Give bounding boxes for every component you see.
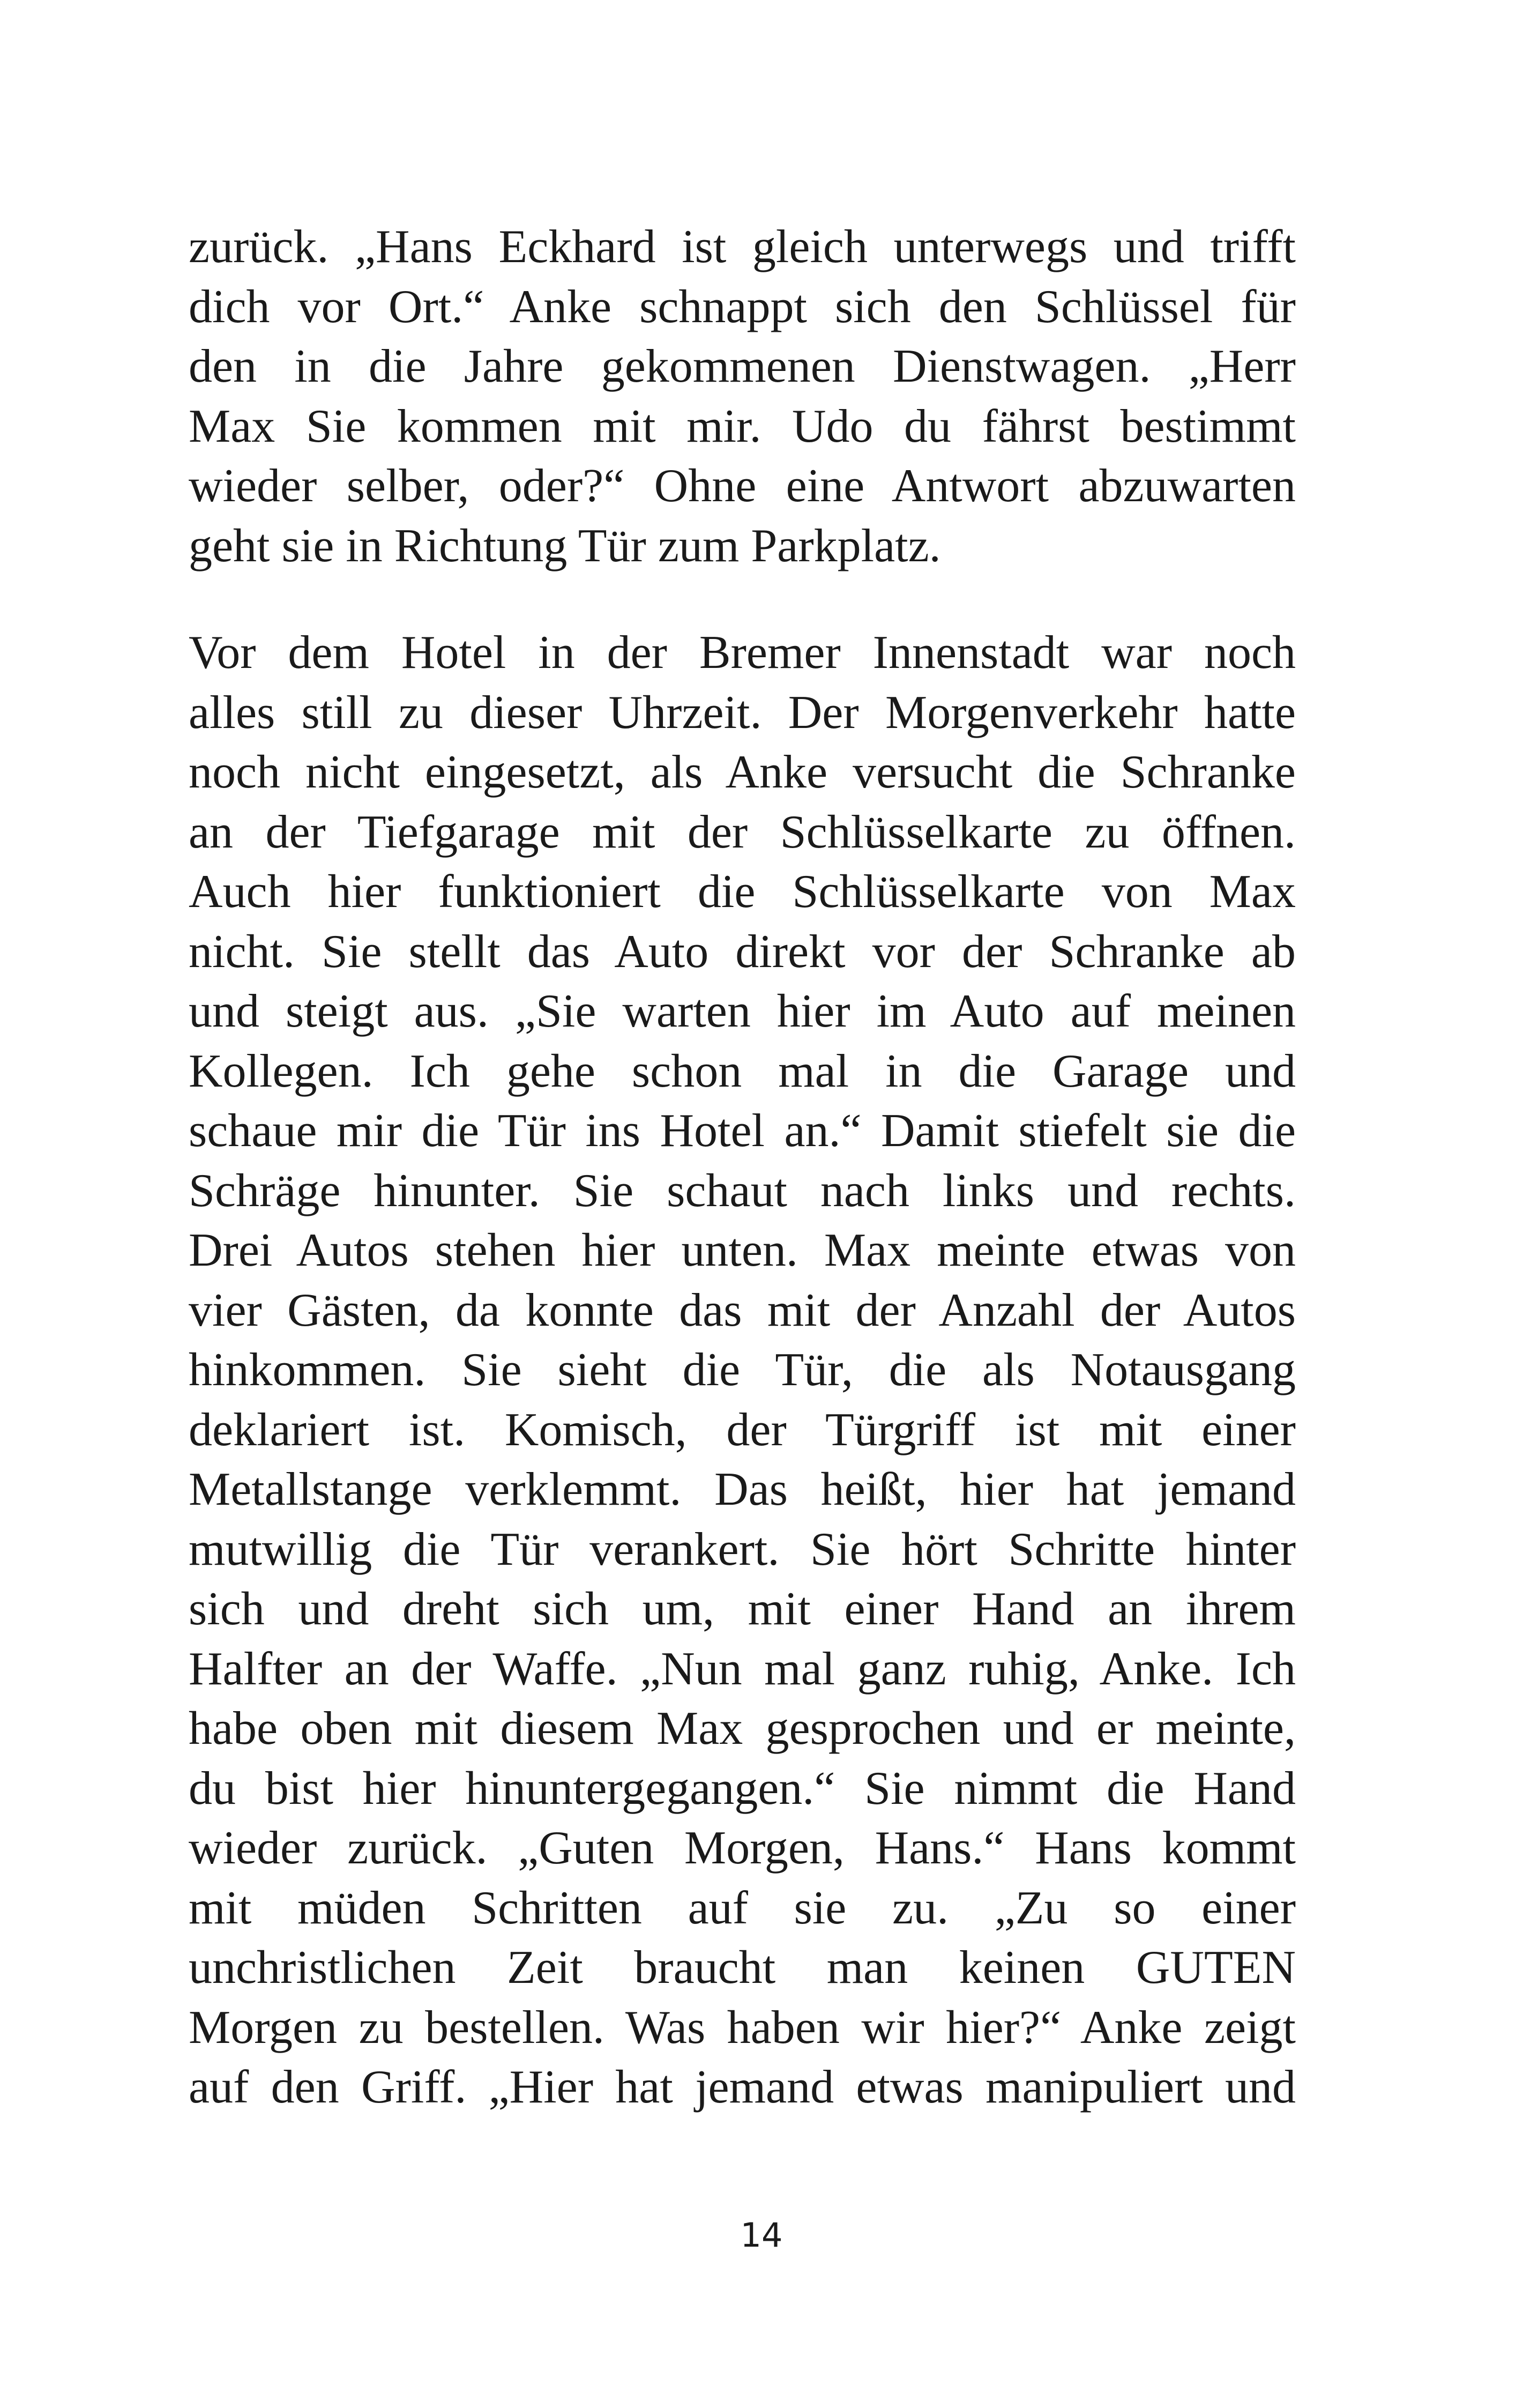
text-line: und steigt aus. „Sie warten hier im Auto auf meinen: [189, 985, 1296, 1037]
text-line: du bist hier hinuntergegangen.“ Sie nimmt die Hand: [189, 1762, 1296, 1815]
text-line: Morgen zu bestellen. Was haben wir hier?“ Anke zeigt: [189, 2001, 1296, 2054]
text-line: Metallstange verklemmt. Das heißt, hier hat jemand: [189, 1463, 1296, 1515]
text-line: deklariert ist. Komisch, der Türgriff ist mit einer: [189, 1403, 1296, 1456]
text-line: wieder zurück. „Guten Morgen, Hans.“ Hans kommt: [189, 1822, 1296, 1874]
text-line: mutwillig die Tür verankert. Sie hört Schritte hinter: [189, 1523, 1296, 1575]
text-line: alles still zu dieser Uhrzeit. Der Morgenverkehr hatte: [189, 686, 1296, 739]
text-line: dich vor Ort.“ Anke schnappt sich den Schlüssel für: [189, 280, 1296, 333]
text-line: Kollegen. Ich gehe schon mal in die Garage und: [189, 1045, 1296, 1097]
text-line: Max Sie kommen mit mir. Udo du fährst bestimmt: [189, 400, 1296, 452]
text-line: vier Gästen, da konnte das mit der Anzahl der Autos: [189, 1284, 1296, 1336]
text-line: an der Tiefgarage mit der Schlüsselkarte zu öffnen.: [189, 806, 1296, 858]
paragraph: [189, 623, 1296, 2117]
text-line: Auch hier funktioniert die Schlüsselkarte von Max: [189, 866, 1296, 918]
text-line: habe oben mit diesem Max gesprochen und er meinte,: [189, 1703, 1296, 1755]
text-line: sich und dreht sich um, mit einer Hand an ihrem: [189, 1583, 1296, 1635]
text-line: noch nicht eingesetzt, als Anke versucht die Schranke: [189, 746, 1296, 798]
text-line: zurück. „Hans Eckhard ist gleich unterwegs und trifft: [189, 221, 1296, 273]
text-line: den in die Jahre gekommenen Dienstwagen. „Herr: [189, 340, 1296, 392]
text-line: schaue mir die Tür ins Hotel an.“ Damit stiefelt sie die: [189, 1105, 1296, 1157]
page-number: 14: [740, 2216, 783, 2255]
text-line: geht sie in Richtung Tür zum Parkplatz.: [189, 519, 941, 572]
text-line: auf den Griff. „Hier hat jemand etwas manipuliert und: [189, 2061, 1296, 2113]
text-line: wieder selber, oder?“ Ohne eine Antwort abzuwarten: [189, 460, 1296, 512]
text-line: unchristlichen Zeit braucht man keinen GUTEN: [189, 1942, 1296, 1994]
text-line: mit müden Schritten auf sie zu. „Zu so einer: [189, 1882, 1296, 1934]
paragraph: [189, 217, 1296, 576]
text-line: Vor dem Hotel in der Bremer Innenstadt war noch: [189, 627, 1296, 679]
text-line: Schräge hinunter. Sie schaut nach links und rechts.: [189, 1164, 1296, 1217]
text-line: nicht. Sie stellt das Auto direkt vor der Schranke ab: [189, 925, 1296, 978]
text-line: Halfter an der Waffe. „Nun mal ganz ruhig, Anke. Ich: [189, 1643, 1296, 1695]
text-line: hinkommen. Sie sieht die Tür, die als Notausgang: [189, 1344, 1296, 1396]
text-line: Drei Autos stehen hier unten. Max meinte etwas von: [189, 1224, 1296, 1276]
